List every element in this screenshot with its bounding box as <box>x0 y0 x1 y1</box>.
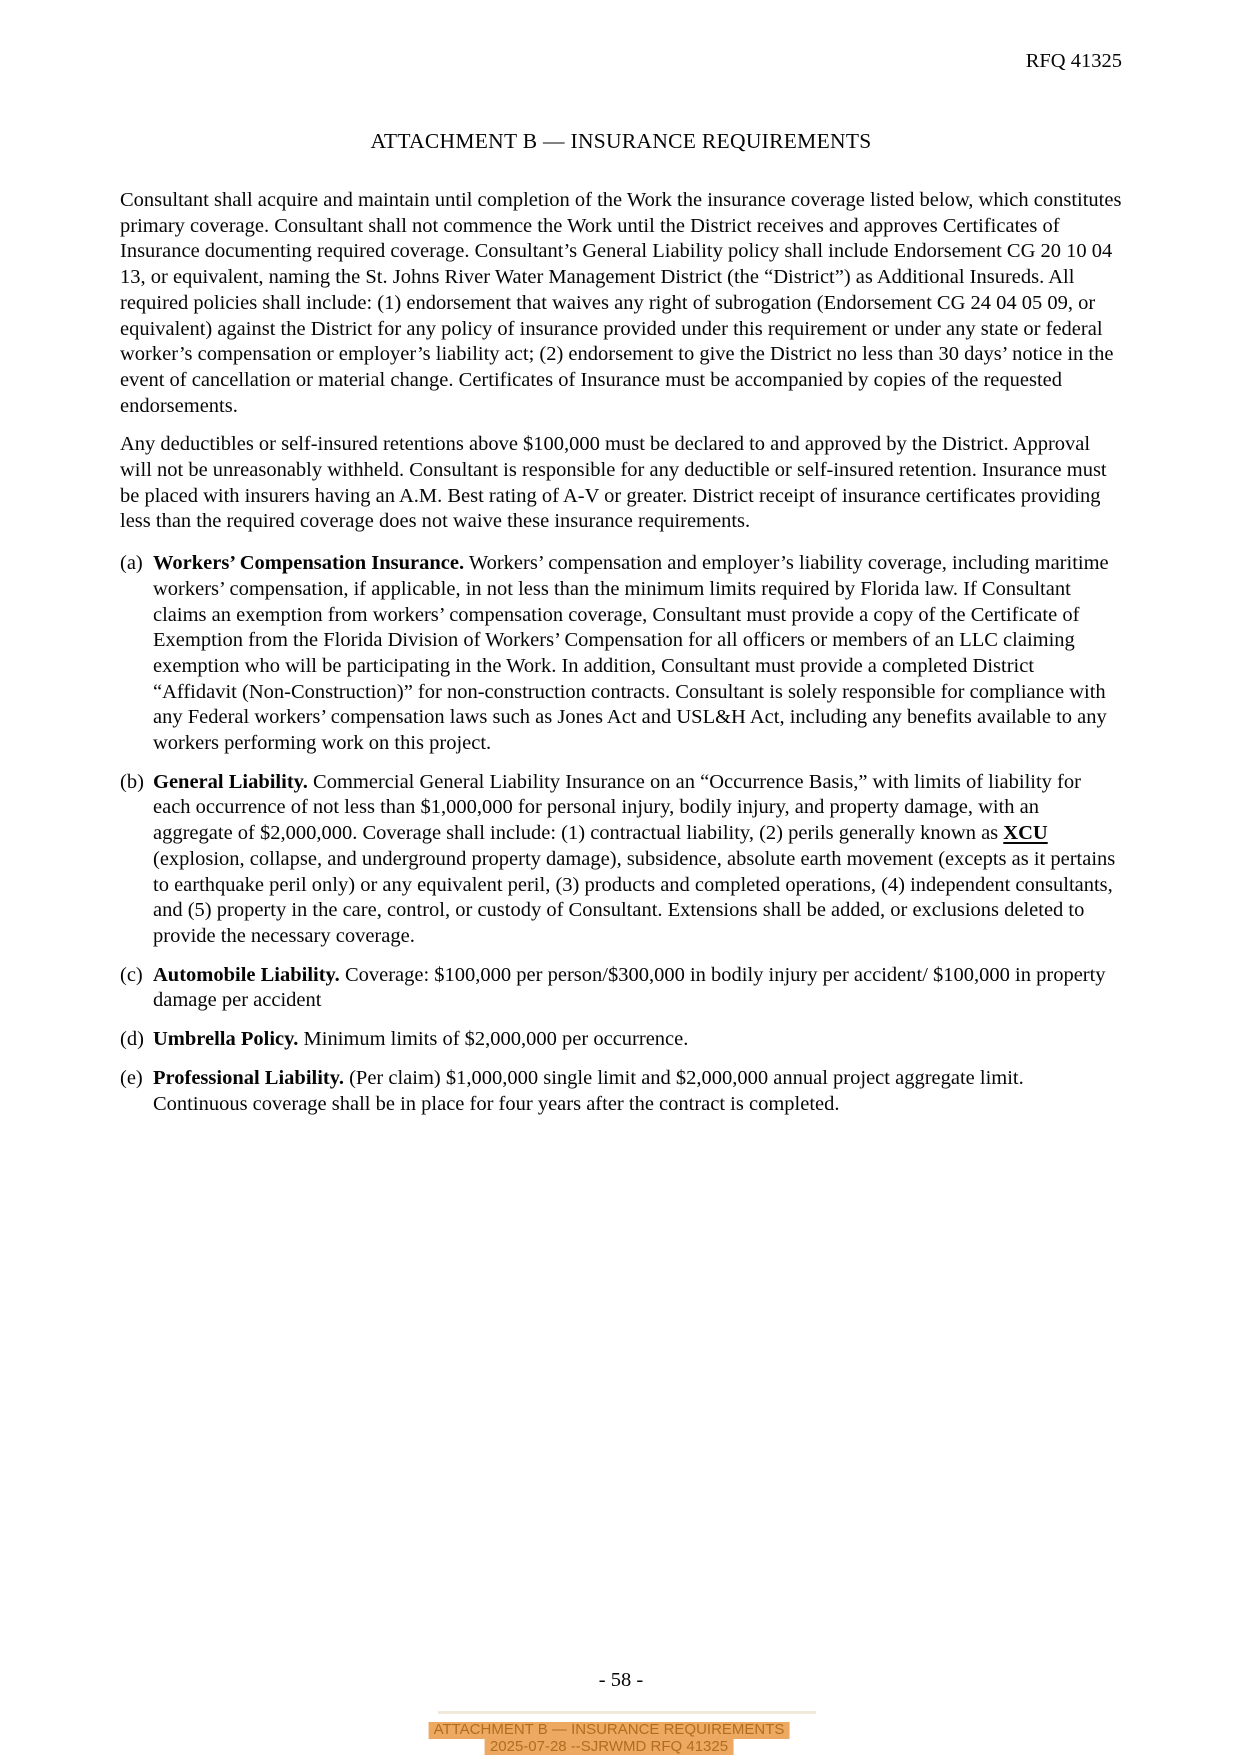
item-heading-automobile-liability: Automobile Liability. <box>153 963 340 986</box>
footer-stamp <box>429 1722 790 1755</box>
list-marker-c: (c) <box>120 963 143 986</box>
xcu-underlined-term: XCU <box>1003 822 1048 845</box>
paragraph-insurance-intro: Consultant shall acquire and maintain until completion of the Work the insurance coverage listed below, which constitutes primary coverage. Consultant shall not commence the Work until the District receives and approves Certificates of Insurance documenting required coverage. Consultant’s General Liability policy shall include Endorsement CG 20 10 04 13, or equivalent, naming the St. Johns River Water Management District (the “District”) as Additional Insureds. All required policies shall include: (1) endorsement that waives any right of subrogation (Endorsement CG 24 04 05 09, or equivalent) against the District for any policy of insurance provided under this requirement or under any state or federal worker’s compensation or employer’s liability act; (2) endorsement to give the District no less than 30 days’ notice in the event of cancellation or material change. Certificates of Insurance must be accompanied by copies of the requested endorsements. <box>120 189 1122 417</box>
list-item-automobile-liability <box>120 963 1122 1014</box>
document-reference: RFQ 41325 <box>1025 50 1122 72</box>
scan-artifact-line <box>438 1711 816 1714</box>
list-marker-e: (e) <box>120 1066 143 1089</box>
list-marker-a: (a) <box>120 552 143 575</box>
item-body-professional-liability: (Per claim) $1,000,000 single limit and $2,000,000 annual project aggregate limit. Continuous coverage shall be in place for four years after the contract is completed. <box>153 1066 1024 1115</box>
page-number: - 58 - <box>598 1669 644 1691</box>
item-body-automobile-liability: Coverage: $100,000 per person/$300,000 in bodily injury per accident/ $100,000 in property damage per accident <box>153 963 1106 1012</box>
item-heading-umbrella-policy: Umbrella Policy. <box>153 1028 299 1051</box>
item-heading-professional-liability: Professional Liability. <box>153 1066 344 1089</box>
insurance-requirements-list <box>120 551 1122 1117</box>
page-title: ATTACHMENT B — INSURANCE REQUIREMENTS <box>370 129 872 153</box>
list-item-umbrella-policy <box>120 1027 1122 1053</box>
item-body-general-liability-pre: Commercial General Liability Insurance on an “Occurrence Basis,” with limits of liability for each occurrence of not less than $1,000,000 for personal injury, bodily injury, and property damage, with an aggregate of $2,000,000. Coverage shall include: (1) contractual liability, (2) perils generally known as <box>153 770 1081 845</box>
list-marker-d: (d) <box>120 1028 144 1051</box>
list-item-workers-compensation <box>120 551 1122 757</box>
stamp-attachment-title: ATTACHMENT B — INSURANCE REQUIREMENTS <box>429 1722 790 1739</box>
list-item-professional-liability <box>120 1066 1122 1117</box>
item-heading-workers-compensation: Workers’ Compensation Insurance. <box>153 552 465 575</box>
list-item-general-liability <box>120 770 1122 950</box>
item-body-workers-compensation: Workers’ compensation and employer’s liability coverage, including maritime workers’ compensation, if applicable, in not less than the minimum limits required by Florida law. If Consultant claims an exemption from workers’ compensation coverage, Consultant must provide a copy of the Certificate of Exemption from the Florida Division of Workers’ Compensation for all officers or members of an LLC claiming exemption who will be participating in the Work. In addition, Consultant must provide a completed District “Affidavit (Non-Construction)” for non-construction contracts. Consultant is solely responsible for compliance with any Federal workers’ compensation laws such as Jones Act and USL&H Act, including any benefits available to any workers performing work on this project. <box>153 552 1109 755</box>
stamp-date-reference: 2025-07-28 --SJRWMD RFQ 41325 <box>485 1739 733 1755</box>
list-marker-b: (b) <box>120 770 144 793</box>
item-body-umbrella-policy: Minimum limits of $2,000,000 per occurrence. <box>303 1028 689 1051</box>
paragraph-deductibles: Any deductibles or self-insured retentions above $100,000 must be declared to and approved by the District. Approval will not be unreasonably withheld. Consultant is responsible for any deductible or self-insured retention. Insurance must be placed with insurers having an A.M. Best rating of A-V or greater. District receipt of insurance certificates providing less than the required coverage does not waive these insurance requirements. <box>120 433 1107 533</box>
item-heading-general-liability: General Liability. <box>153 770 308 793</box>
item-body-general-liability-post: (explosion, collapse, and underground property damage), subsidence, absolute earth movement (excepts as it pertains to earthquake peril only) or any equivalent peril, (3) products and completed operations, (4) independent consultants, and (5) property in the care, control, or custody of Consultant. Extensions shall be added, or exclusions deleted to provide the necessary coverage. <box>153 847 1116 947</box>
